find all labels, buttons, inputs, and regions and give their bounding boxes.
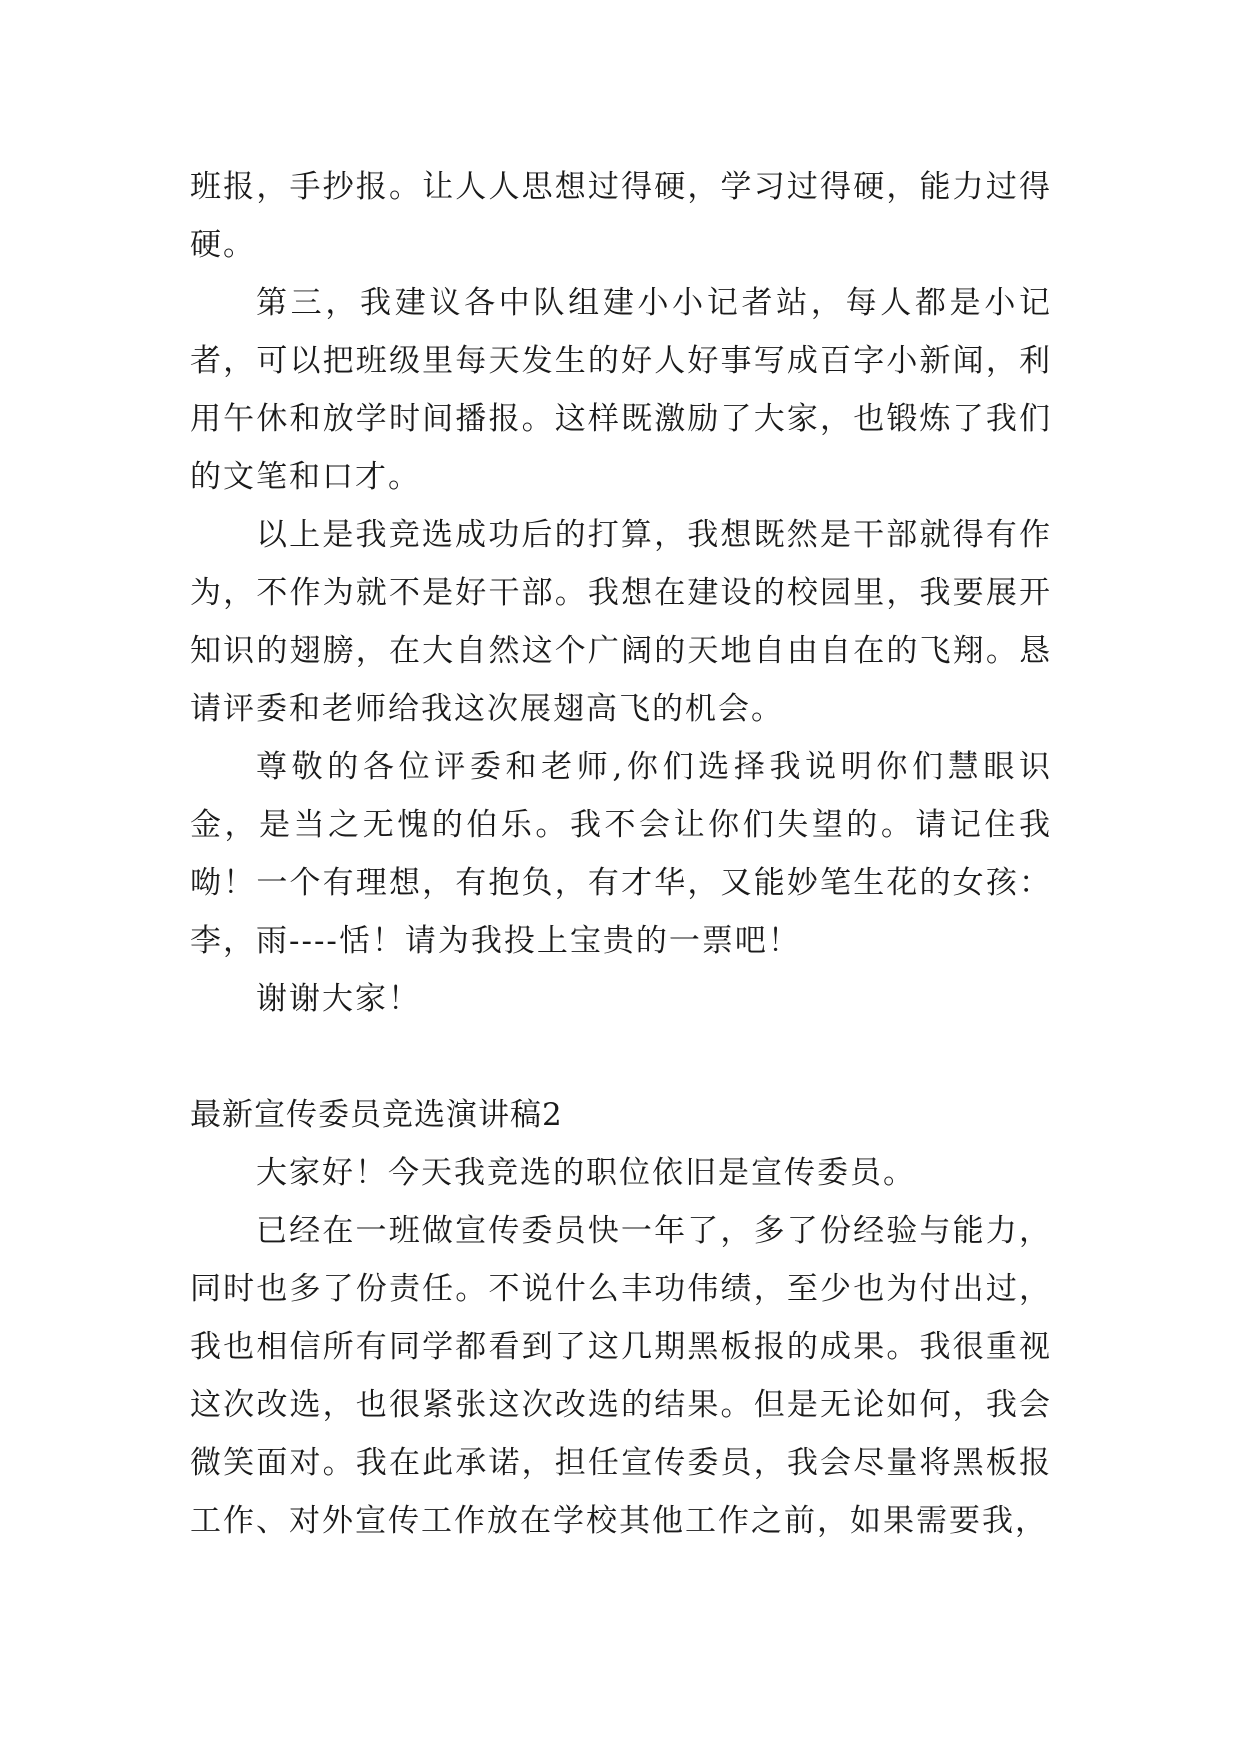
paragraph: 大家好！今天我竞选的职位依旧是宣传委员。 <box>256 1155 916 1191</box>
document-body <box>190 158 1052 1550</box>
paragraph: 已经在一班做宣传委员快一年了，多了份经验与能力，同时也多了份责任。不说什么丰功伟绩，至少也为付出过，我也相信所有同学都看到了这几期黑板报的成果。我很重视这次改选，也很紧张这次改选的结果。但是无论如何，我会微笑面对。我在此承诺，担任宣传委员，我会尽量将黑板报工作、对外宣传工作放在学校其他工作之前，如果需要我， <box>190 1213 1052 1539</box>
paragraph: 班报，手抄报。让人人思想过得硬，学习过得硬，能力过得硬。 <box>190 169 1052 263</box>
paragraph: 尊敬的各位评委和老师,你们选择我说明你们慧眼识金，是当之无愧的伯乐。我不会让你们失望的。请记住我呦！一个有理想，有抱负，有才华，又能妙笔生花的女孩：李，雨----恬！请为我投上宝贵的一票吧！ <box>190 749 1052 959</box>
paragraph: 以上是我竞选成功后的打算，我想既然是干部就得有作为，不作为就不是好干部。我想在建设的校园里，我要展开知识的翅膀，在大自然这个广阔的天地自由自在的飞翔。恳请评委和老师给我这次展翅高飞的机会。 <box>190 517 1052 727</box>
paragraph: 第三，我建议各中队组建小小记者站，每人都是小记者，可以把班级里每天发生的好人好事写成百字小新闻，利用午休和放学时间播报。这样既激励了大家，也锻炼了我们的文笔和口才。 <box>190 285 1052 495</box>
paragraph: 谢谢大家！ <box>256 981 421 1017</box>
section-title: 最新宣传委员竞选演讲稿2 <box>190 1097 563 1133</box>
